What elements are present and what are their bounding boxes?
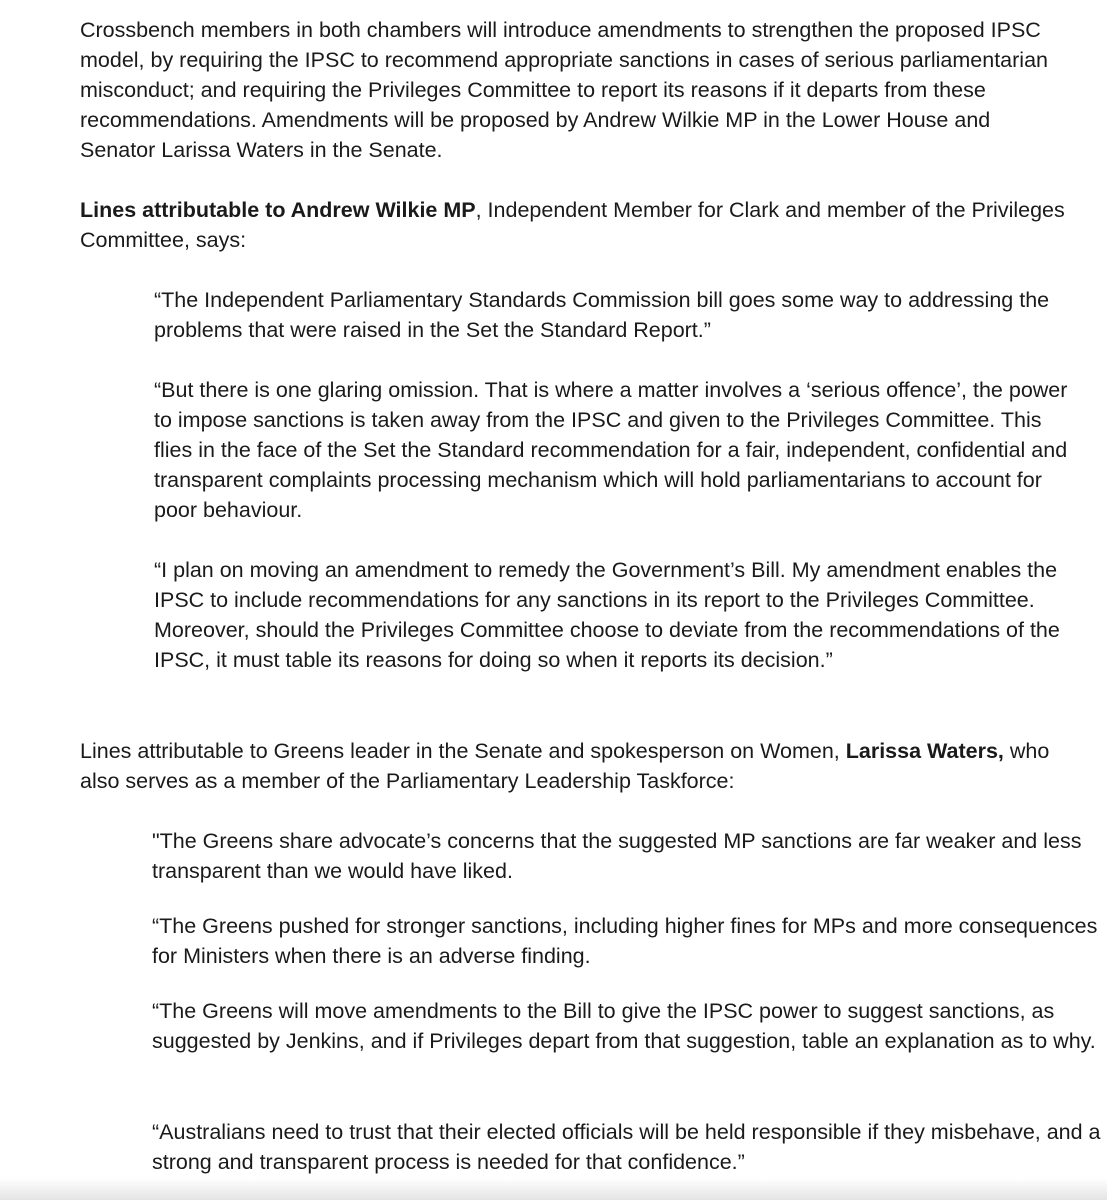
wilkie-quote-2: “But there is one glaring omission. That is where a matter involves a ‘serious offence’, the power to impose sanctions is taken away from the IPSC and given to the Privileges Committee. This flies in the face of the Set the Standard recommendation for a fair, independent, confidential and transparent complaints processing mechanism which will hold parliamentarians to account for poor behaviour. <box>154 378 1068 522</box>
waters-quote-3: “The Greens will move amendments to the Bill to give the IPSC power to suggest sanctions, as suggested by Jenkins, and if Privileges depart from that suggestion, table an explanation as to why. <box>152 999 1096 1053</box>
wilkie-quote-3: “I plan on moving an amendment to remedy the Government’s Bill. My amendment enables the IPSC to include recommendations for any sanctions in its report to the Privileges Committee. Moreover, should the Privileges Committee choose to deviate from the recommendations of the IPSC, it must table its reasons for doing so when it reports its decision.” <box>154 558 1060 672</box>
waters-attribution-start: Lines attributable to Greens leader in the Senate and spokesperson on Women, <box>80 739 846 763</box>
wilkie-quote-1: “The Independent Parliamentary Standards Commission bill goes some way to addressing the problems that were raised in the Set the Standard Report.” <box>154 288 1050 342</box>
intro-paragraph: Crossbench members in both chambers will introduce amendments to strengthen the proposed IPSC model, by requiring the IPSC to recommend appropriate sanctions in cases of serious parliamentarian misconduct; and requiring the Privileges Committee to report its reasons if it departs from these recommendations. Amendments will be proposed by Andrew Wilkie MP in the Lower House and Senator Larissa Waters in the Senate. <box>80 18 1048 162</box>
waters-attribution <box>80 736 1070 796</box>
waters-quote-2: “The Greens pushed for stronger sanctions, including higher fines for MPs and more consequences for Ministers when there is an adverse finding. <box>152 914 1098 968</box>
waters-attribution-rest: who also serves as a member of the Parliamentary Leadership Taskforce: <box>80 739 1050 793</box>
wilkie-attribution-bold: Lines attributable to Andrew Wilkie MP <box>80 198 476 222</box>
bottom-fade <box>0 1178 1107 1200</box>
waters-quote-1: "The Greens share advocate’s concerns that the suggested MP sanctions are far weaker and less transparent than we would have liked. <box>152 829 1082 883</box>
wilkie-attribution-rest: , Independent Member for Clark and member of the Privileges Committee, says: <box>80 198 1065 252</box>
wilkie-attribution <box>80 195 1070 255</box>
waters-attribution-bold: Larissa Waters, <box>845 739 1004 763</box>
waters-quote-4: “Australians need to trust that their elected officials will be held responsible if they misbehave, and a strong and transparent process is needed for that confidence.” <box>152 1120 1101 1174</box>
